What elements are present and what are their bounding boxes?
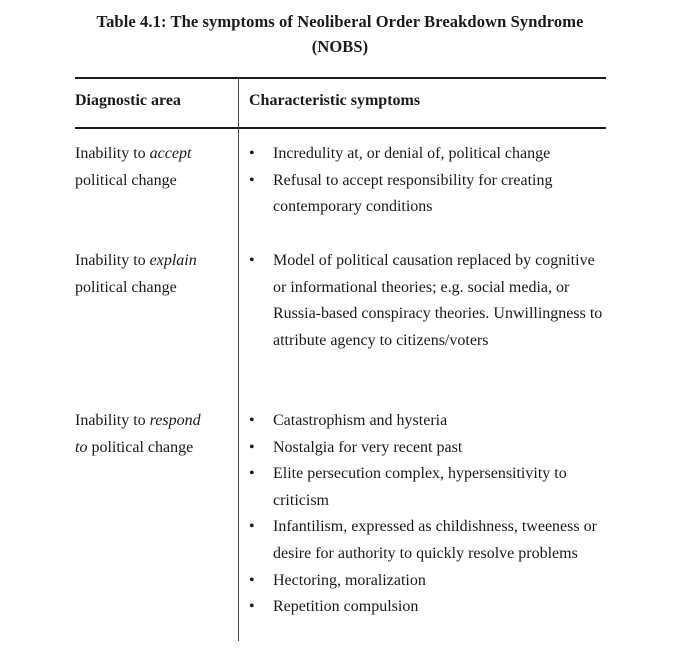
bullet-icon: • [249,465,255,483]
table-caption-line-2: (NOBS) [311,37,369,56]
symptom-item [249,168,609,221]
symptom-text: Hectoring, moralization [273,571,426,589]
symptom-item [249,408,609,435]
diagnostic-area-explain [75,248,235,301]
symptom-list-explain [249,248,609,354]
column-header-diagnostic-area: Diagnostic area [75,92,181,109]
symptom-text: Nostalgia for very recent past [273,438,463,456]
symptom-item [249,514,609,567]
table-top-rule [75,77,606,79]
table-caption-line-1: Table 4.1: The symptoms of Neoliberal Order Breakdown Syndrome [96,12,584,31]
symptom-item [249,435,609,462]
symptom-list-accept [249,141,609,221]
area-prefix: Inability to [75,145,150,162]
column-header-characteristic-symptoms: Characteristic symptoms [249,92,421,109]
bullet-icon: • [249,438,255,456]
symptom-text: Incredulity at, or denial of, political change [273,145,551,162]
symptom-item [249,141,609,168]
area-prefix: Inability to [75,252,150,269]
bullet-icon: • [249,171,255,189]
symptom-item [249,461,609,514]
area-emphasis: respond [149,412,201,429]
symptom-text: Model of political causation replaced by cognitive or informational theories; e.g. social media, or Russia-based conspiracy theories. Unwillingness to attribute agency to citizens/voters [273,252,603,349]
area-suffix: political change [87,438,194,456]
symptom-item [249,594,609,621]
bullet-icon: • [249,412,255,429]
bullet-icon: • [249,518,255,536]
bullet-icon: • [249,571,255,589]
table-caption [60,9,620,59]
bullet-icon: • [249,252,255,269]
bullet-icon: • [249,598,255,616]
symptom-text: Infantilism, expressed as childishness, tweeness or desire for authority to quickly resolve problems [273,518,597,562]
area-prefix: Inability to [75,412,150,429]
area-emphasis: explain [149,252,197,269]
diagnostic-area-respond [75,408,235,461]
column-divider [238,79,239,641]
symptom-item [249,568,609,595]
symptom-text: Elite persecution complex, hypersensitivity to criticism [273,465,567,509]
symptom-text: Catastrophism and hysteria [273,412,448,429]
area-suffix-emphasis: to [75,438,88,456]
area-suffix: political change [75,171,177,189]
bullet-icon: • [249,145,255,162]
area-emphasis: accept [149,145,192,162]
table-header-rule [75,127,606,129]
symptom-text: Refusal to accept responsibility for creating contemporary conditions [273,171,553,216]
symptom-text: Repetition compulsion [273,598,419,616]
area-suffix: political change [75,278,177,296]
symptom-list-respond [249,408,609,621]
diagnostic-area-accept [75,141,235,194]
symptom-item [249,248,609,354]
